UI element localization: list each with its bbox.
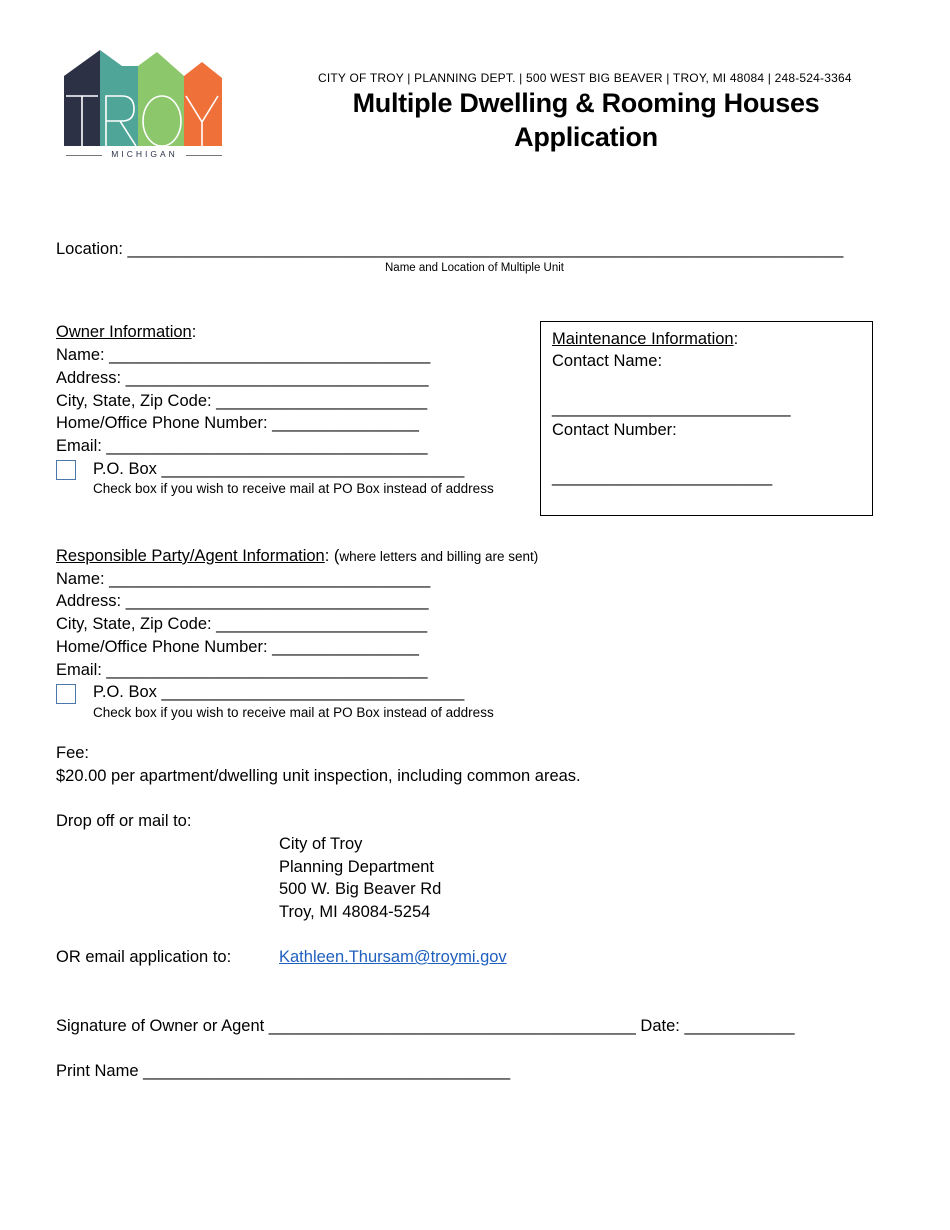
dropoff-address-line: City of Troy (279, 835, 363, 853)
dropoff-address-line: Troy, MI 48084-5254 (279, 903, 431, 921)
logo-michigan-text: MICHIGAN (111, 149, 178, 159)
maintenance-contact-name-field[interactable]: __________________________ (552, 399, 791, 417)
agent-heading-text: Responsible Party/Agent Information (56, 547, 325, 565)
fee-text: $20.00 per apartment/dwelling unit inspection, including common areas. (56, 767, 581, 785)
agent-city-field[interactable]: City, State, Zip Code: _______________________ (56, 615, 428, 633)
agent-po-box-note: Check box if you wish to receive mail at PO Box instead of address (93, 705, 494, 720)
agent-address-field[interactable]: Address: _________________________________ (56, 592, 429, 610)
email-link[interactable]: Kathleen.Thursam@troymi.gov (279, 948, 507, 966)
maintenance-contact-name-label: Contact Name: (552, 352, 663, 370)
owner-heading-colon: : (191, 323, 197, 341)
agent-heading (56, 545, 538, 568)
owner-city-field[interactable]: City, State, Zip Code: _______________________ (56, 392, 428, 410)
logo-rule-left (66, 155, 102, 156)
maintenance-heading-text: Maintenance Information (552, 330, 734, 348)
owner-po-box-field[interactable]: P.O. Box _________________________________ (93, 460, 465, 478)
logo-rule-right (186, 155, 222, 156)
troy-logo-graphic (62, 48, 227, 163)
maintenance-heading-colon: : (733, 330, 739, 348)
agent-po-box-field[interactable]: P.O. Box _________________________________ (93, 683, 465, 701)
dept-address-line: CITY OF TROY | PLANNING DEPT. | 500 WEST BIG BEAVER | TROY, MI 48084 | 248-524-3364 (318, 71, 852, 85)
maintenance-contact-number-label: Contact Number: (552, 421, 677, 439)
dropoff-address-line: Planning Department (279, 858, 435, 876)
owner-po-box-note: Check box if you wish to receive mail at PO Box instead of address (93, 481, 494, 496)
maintenance-contact-number-field[interactable]: ________________________ (552, 468, 773, 486)
agent-name-field[interactable]: Name: ___________________________________ (56, 570, 431, 588)
owner-heading (56, 321, 196, 343)
dropoff-address-line: 500 W. Big Beaver Rd (279, 880, 442, 898)
troy-logo (62, 48, 227, 163)
agent-phone-field[interactable]: Home/Office Phone Number: ________________ (56, 638, 419, 656)
agent-email-field[interactable]: Email: ___________________________________ (56, 661, 428, 679)
page-title: Multiple Dwelling & Rooming Houses Application (352, 88, 820, 152)
agent-heading-note: where letters and billing are sent) (339, 549, 539, 564)
owner-phone-field[interactable]: Home/Office Phone Number: ________________ (56, 414, 419, 432)
owner-email-field[interactable]: Email: ___________________________________ (56, 437, 428, 455)
location-caption: Name and Location of Multiple Unit (385, 262, 564, 274)
location-field[interactable]: Location: ______________________________________________________________________________ (56, 240, 844, 258)
owner-heading-text: Owner Information (56, 323, 192, 341)
email-app-label: OR email application to: (56, 948, 232, 966)
owner-po-box-checkbox[interactable] (56, 460, 76, 480)
agent-po-box-checkbox[interactable] (56, 684, 76, 704)
owner-name-field[interactable]: Name: ___________________________________ (56, 346, 431, 364)
print-name-field[interactable]: Print Name ________________________________________ (56, 1062, 511, 1080)
dropoff-label: Drop off or mail to: (56, 812, 192, 830)
agent-heading-suffix: : ( (324, 547, 340, 565)
signature-field[interactable]: Signature of Owner or Agent ________________________________________ Date: ____________ (56, 1017, 795, 1035)
maintenance-heading (552, 328, 738, 350)
fee-label: Fee: (56, 744, 90, 762)
owner-address-field[interactable]: Address: _________________________________ (56, 369, 429, 387)
